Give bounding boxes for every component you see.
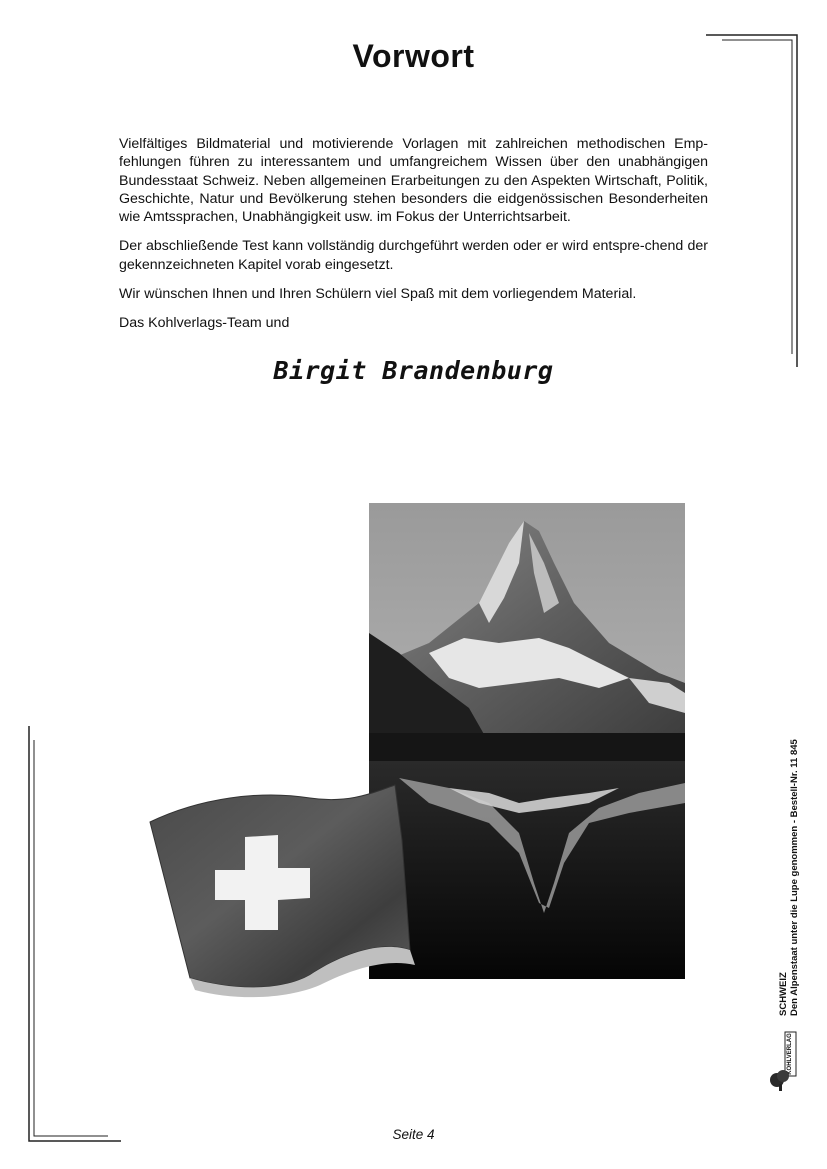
svg-text:KOHLVERLAG: KOHLVERLAG	[787, 1033, 793, 1075]
decorative-frame-bottom-left	[28, 726, 122, 1142]
sidebar-publication-info	[778, 739, 800, 1016]
author-signature: Birgit Brandenburg	[273, 356, 554, 385]
foreword-text	[119, 135, 708, 344]
swiss-flag	[140, 780, 420, 1002]
sidebar-subtitle: Den Alpenstaat unter die Lupe genommen - Bestell-Nr. 11 845	[789, 739, 800, 1016]
page-title: Vorwort	[352, 38, 475, 74]
paragraph-3: Wir wünschen Ihnen und Ihren Schülern viel Spaß mit dem vorliegendem Material.	[119, 286, 637, 303]
kohlverlag-logo	[767, 1030, 801, 1092]
decorative-frame-top-right	[706, 34, 798, 368]
page-number: Seite 4	[392, 1127, 435, 1142]
paragraph-4: Das Kohlverlags-Team und	[119, 315, 290, 332]
paragraph-2: Der abschließende Test kann vollständig durchgeführt werden oder er wird entspre-chend der gekennzeichneten Kapitel vorab eingesetzt.	[119, 238, 708, 273]
paragraph-1: Vielfältiges Bildmaterial und motivierende Vorlagen mit zahlreichen methodischen Emp-fehlungen führen zu interessantem und umfangreichem Wissen über den unabhängigen Bundesstaat Schweiz. Neben allgemeinen Erarbeitungen zu den Aspekten Wirtschaft, Politik, Geschichte, Natur und Bevölkerung stehen besonders die eidgenössischen Besonderheiten wie Amtssprachen, Unabhängigkeit usw. im Fokus der Unterrichtsarbeit.	[119, 136, 708, 226]
sidebar-title: SCHWEIZ	[778, 972, 789, 1016]
